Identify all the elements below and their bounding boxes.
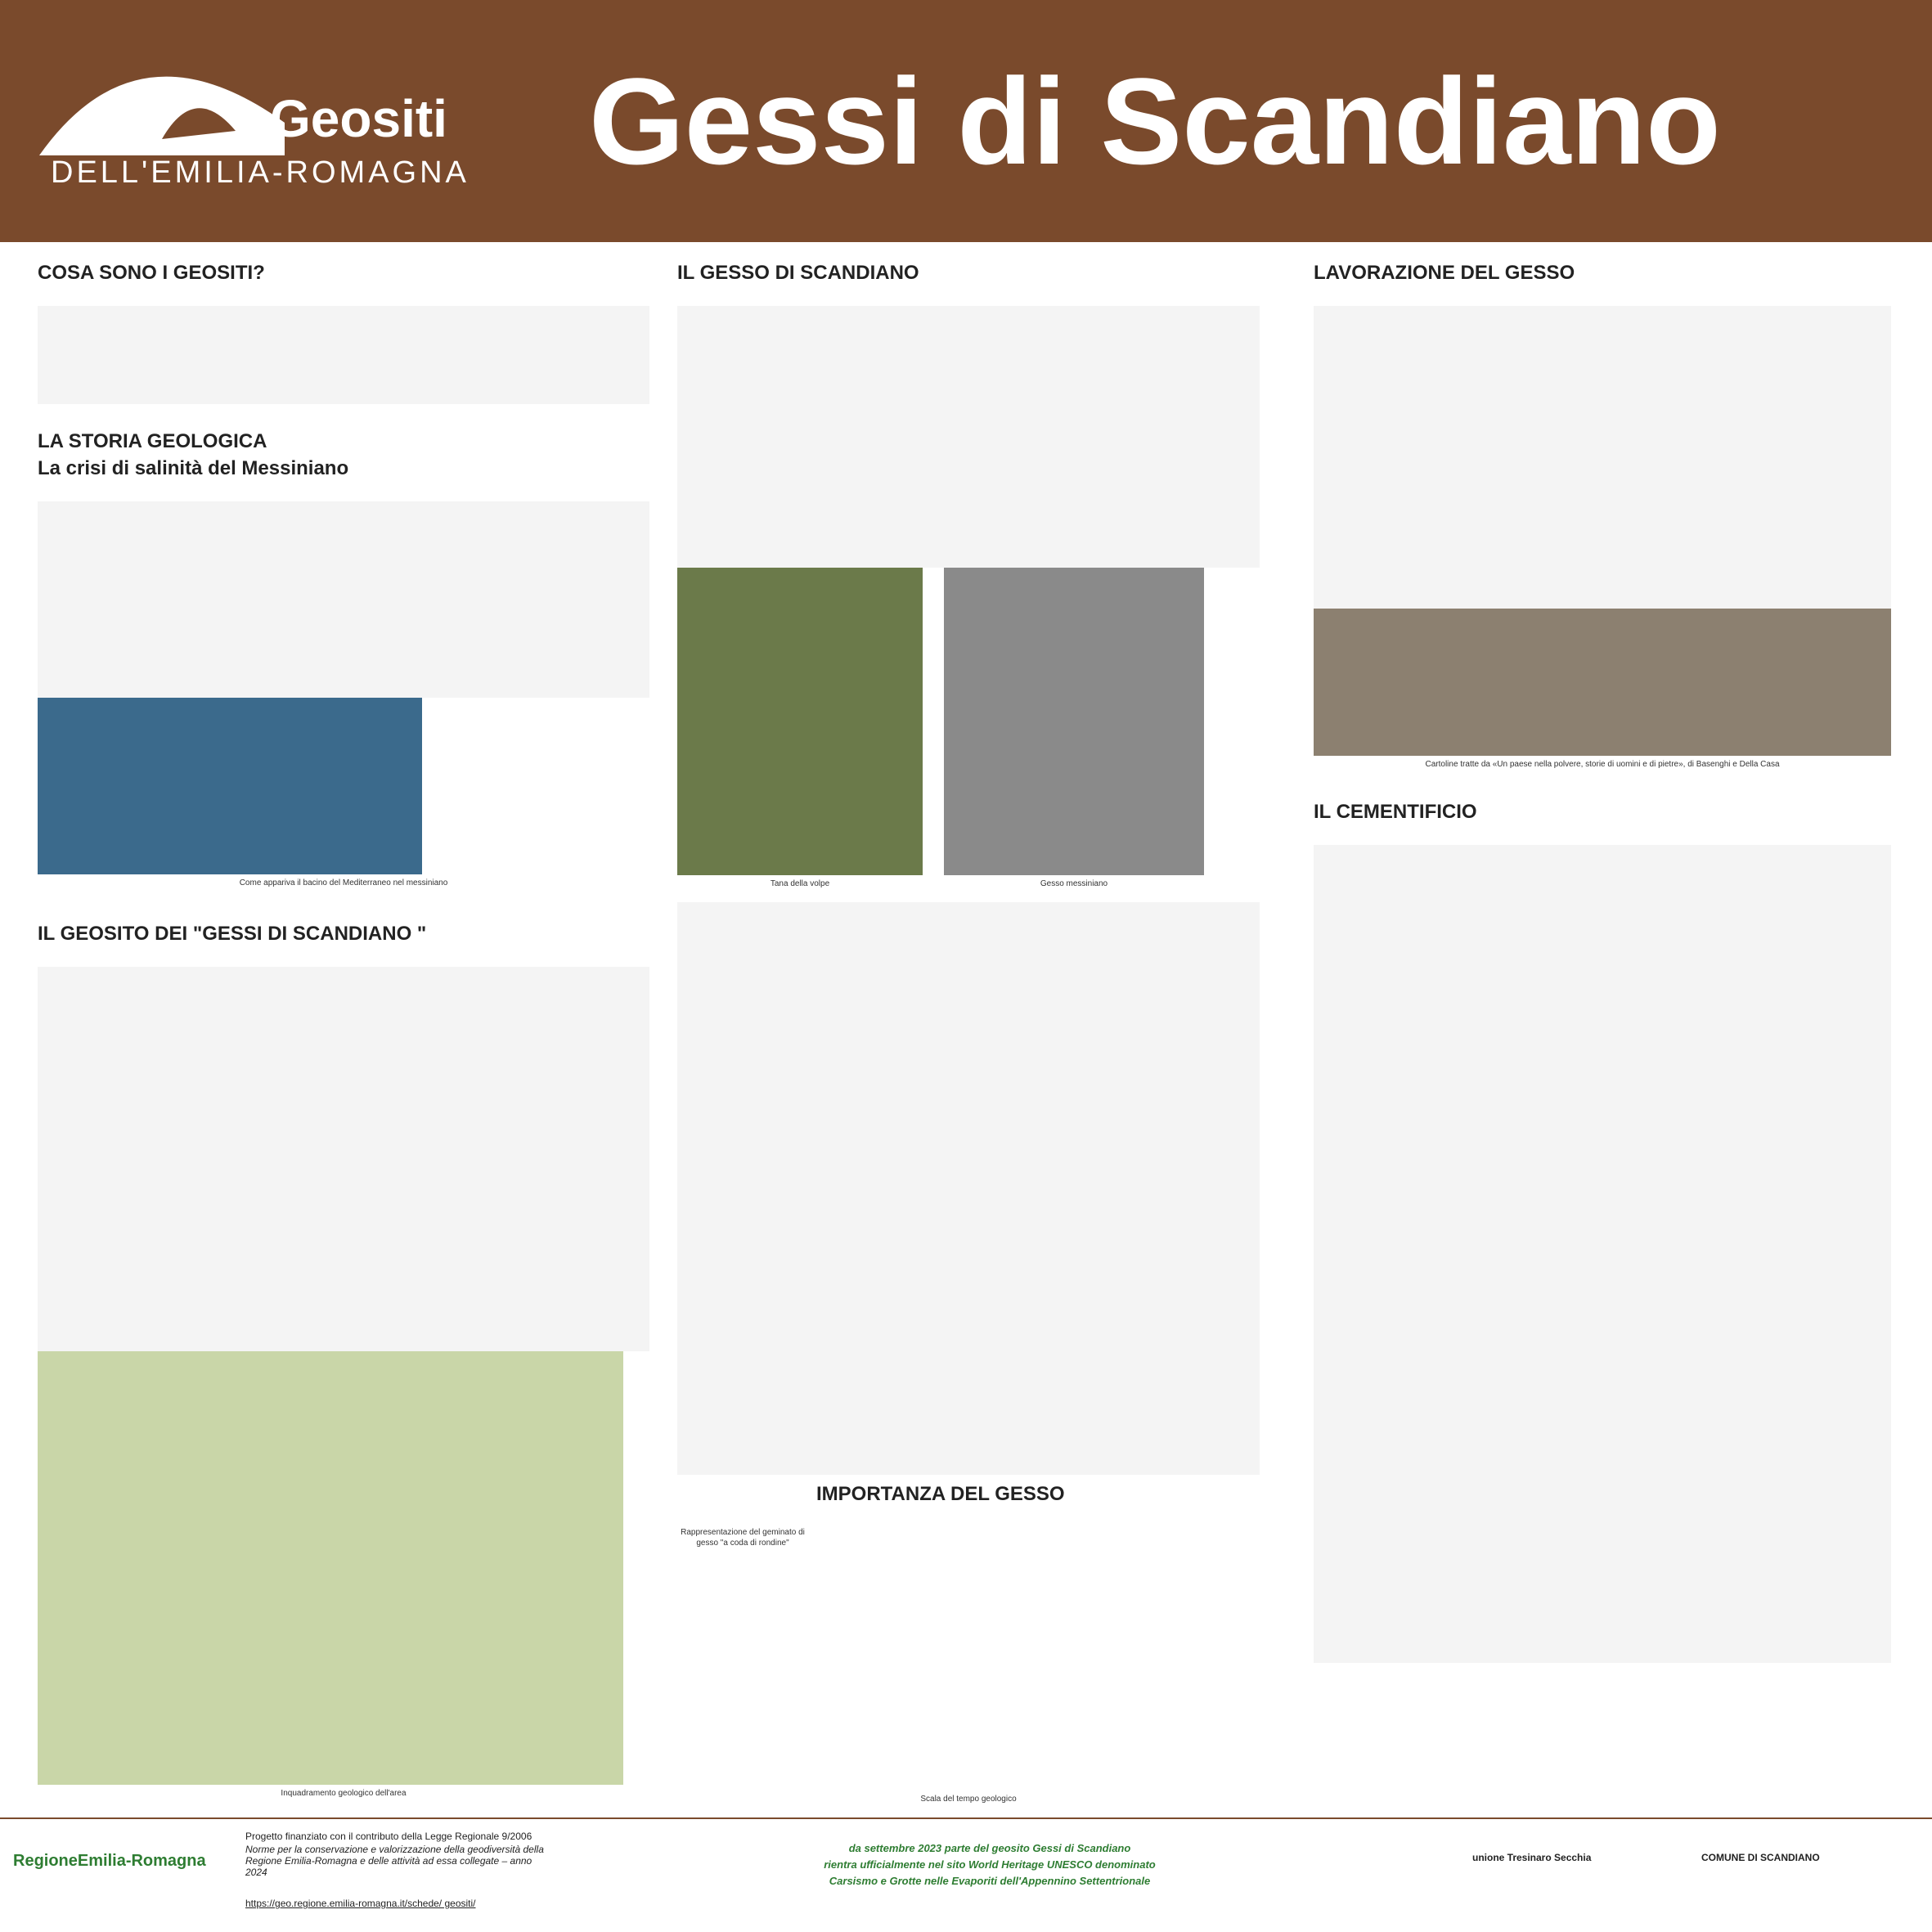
heading-gesso: IL GESSO DI SCANDIANO xyxy=(677,262,919,284)
logo-subtitle: DELL'EMILIA-ROMAGNA xyxy=(51,155,470,190)
heading-geosito: IL GEOSITO DEI "GESSI DI SCANDIANO " xyxy=(38,923,427,946)
heading-storia-sub: La crisi di salinità del Messiniano xyxy=(38,457,349,480)
page-title: Gessi di Scandiano xyxy=(589,52,1721,190)
text-block xyxy=(1314,306,1891,609)
column-middle xyxy=(677,254,1260,1804)
photo-gesso xyxy=(944,568,1204,875)
heading-cementificio: IL CEMENTIFICIO xyxy=(1314,800,1477,823)
heading-storia: LA STORIA GEOLOGICA xyxy=(38,429,267,452)
text-block xyxy=(38,967,649,1351)
footer xyxy=(0,1817,1932,1932)
photo-cartoline xyxy=(1314,609,1891,756)
caption: Scala del tempo geologico xyxy=(920,1794,1017,1804)
geomap-caption: Inquadramento geologico dell'area xyxy=(281,1788,407,1798)
unesco-line1: da settembre 2023 parte del geosito Gessi di Scandiano xyxy=(848,1842,1131,1854)
project-link[interactable]: https://geo.regione.emilia-romagna.it/schede/ geositi/ xyxy=(245,1898,476,1909)
caption: Rappresentazione del geminato di gesso "a coda di rondine" xyxy=(681,1527,805,1548)
column-left xyxy=(38,254,649,1799)
geological-map xyxy=(38,1351,623,1785)
project-subtext: Norme per la conservazione e valorizzazione della geodiversità della Regione Emilia-Romagna e delle attività ad essa collegate – anno 2024 xyxy=(245,1844,544,1878)
text-block xyxy=(38,306,649,404)
caption: Tana della volpe xyxy=(770,878,830,888)
text-block xyxy=(677,306,1260,568)
text-block xyxy=(38,501,649,698)
logo-word: Geositi xyxy=(270,89,447,148)
caption: Cartoline tratte da «Un paese nella polvere, storie di uomini e di pietre», di Basenghi e Della Casa xyxy=(1425,759,1780,769)
column-right xyxy=(1314,254,1891,1663)
header xyxy=(0,0,1932,242)
project-text: Progetto finanziato con il contributo della Legge Regionale 9/2006 xyxy=(245,1831,532,1842)
comune-logo: COMUNE DI SCANDIANO xyxy=(1701,1852,1820,1863)
region-logo: RegioneEmilia-Romagna xyxy=(13,1852,206,1870)
map-caption: Come appariva il bacino del Mediterraneo nel messiniano xyxy=(239,878,448,888)
text-block xyxy=(1314,845,1891,1663)
heading-cosa: COSA SONO I GEOSITI? xyxy=(38,262,265,284)
unione-logo: unione Tresinaro Secchia xyxy=(1472,1852,1592,1863)
geositi-logo-icon xyxy=(39,49,285,155)
unesco-line3: Carsismo e Grotte nelle Evaporiti dell'Appennino Settentrionale xyxy=(829,1875,1151,1887)
heading-importanza: IMPORTANZA DEL GESSO xyxy=(816,1482,1065,1505)
caption: Gesso messiniano xyxy=(1040,878,1108,888)
map-image xyxy=(38,698,422,874)
heading-lavorazione: LAVORAZIONE DEL GESSO xyxy=(1314,262,1575,284)
text-block xyxy=(677,902,1260,1475)
photo-tana xyxy=(677,568,923,875)
unesco-line2: rientra ufficialmente nel sito World Heritage UNESCO denominato xyxy=(824,1858,1156,1871)
